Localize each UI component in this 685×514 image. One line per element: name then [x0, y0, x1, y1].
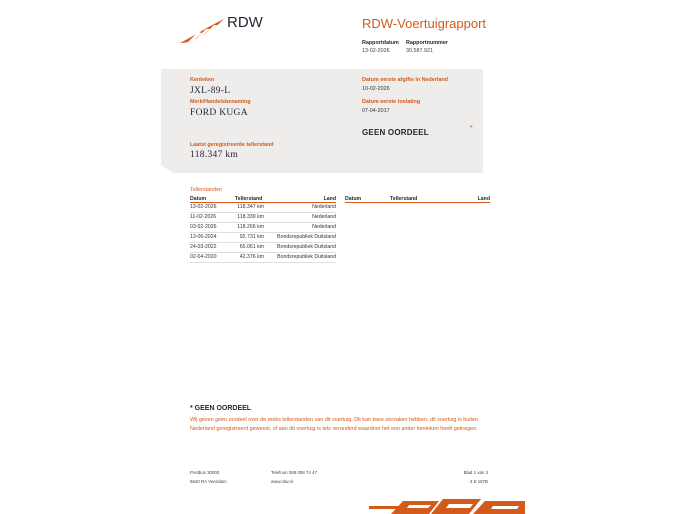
rapportnummer-value: 30.587.921	[406, 48, 433, 54]
note-title: * GEEN OORDEEL	[190, 405, 252, 412]
decorative-stripes	[369, 497, 525, 514]
rdw-logo	[178, 17, 226, 45]
table-header	[345, 195, 490, 203]
col-datum: Datum	[345, 196, 362, 202]
afgifte-label: Datum eerste afgifte in Nederland	[362, 77, 448, 83]
row-tellerstand: 118.266 km	[237, 224, 264, 230]
row-datum: 02-04-2020	[190, 254, 217, 260]
col-tellerstand: Tellerstand	[390, 196, 418, 202]
row-land: Bondsrepubliek Duitsland	[277, 244, 336, 250]
row-datum: 24-03-2022	[190, 244, 217, 250]
row-tellerstand: 42.376 km	[239, 254, 264, 260]
merk-label: Merk/Handelsbenaming	[190, 99, 251, 105]
table-row	[190, 213, 336, 223]
row-datum: 13-06-2024	[190, 234, 217, 240]
col-datum: Datum	[190, 196, 207, 202]
row-datum: 03-02-2026	[190, 224, 217, 230]
table-row	[190, 243, 336, 253]
afgifte-value: 10-02-2026	[362, 86, 390, 92]
tellerstanden-table-left	[190, 195, 336, 263]
footer-address	[190, 468, 227, 486]
tellerstanden-title: Tellerstanden	[190, 187, 223, 193]
footer-page: Blad 1 van 3	[463, 470, 488, 475]
row-datum: 11-02-2026	[190, 214, 217, 220]
row-land: Bondsrepubliek Duitsland	[277, 234, 336, 240]
col-land: Land	[477, 196, 490, 202]
col-land: Land	[323, 196, 336, 202]
report-title: RDW-Voertuigrapport	[362, 16, 487, 31]
rapportdatum-value: 13-02-2026	[362, 48, 390, 54]
footer-city: 9640 RA Veendam	[190, 479, 227, 484]
footer-web[interactable]: www.rdw.nl	[271, 479, 293, 484]
row-land: Nederland	[312, 214, 336, 220]
footer-postbus: Postbus 30000	[190, 470, 220, 475]
tellerstand-value: 118.347 km	[190, 150, 239, 160]
table-header	[190, 195, 336, 203]
row-tellerstand: 118.339 km	[237, 214, 264, 220]
row-tellerstand: 92.731 km	[239, 234, 264, 240]
tellerstanden-table-right	[345, 195, 490, 203]
toelating-label: Datum eerste toelating	[362, 99, 421, 105]
rapportdatum-label: Rapportdatum	[362, 40, 399, 46]
rapportnummer	[406, 39, 448, 55]
row-land: Nederland	[312, 204, 336, 210]
tellerstand-label: Laatst geregistreerde tellerstand	[190, 142, 274, 148]
table-row	[190, 223, 336, 233]
row-land: Nederland	[312, 224, 336, 230]
rapportdatum	[362, 39, 399, 55]
kenteken-value: JXL-89-L	[190, 86, 231, 96]
verdict: GEEN OORDEEL	[362, 128, 429, 137]
footer-code: 3 E 197B	[469, 479, 488, 484]
row-tellerstand: 65.061 km	[239, 244, 264, 250]
row-land: Bondsrepubliek Duitsland	[277, 254, 336, 260]
footer-telefoon: Telefoon 088 008 74 47	[271, 470, 317, 475]
table-row	[190, 203, 336, 213]
footer-contact	[271, 468, 317, 486]
col-tellerstand: Tellerstand	[235, 196, 263, 202]
row-tellerstand: 118.347 km	[237, 204, 264, 210]
merk-value: FORD KUGA	[190, 108, 248, 118]
rapportnummer-label: Rapportnummer	[406, 40, 448, 46]
table-row	[190, 253, 336, 263]
note-text: Wij geven geen oordeel over de reeks tellerstanden van dit voertuig. Dit kan twee oorzaken hebben: dit voertuig is buiten Nederland geregistreerd geweest, of aan dit voertuig is iets veranderd waardoor het een ander kenteken heeft gekregen.	[190, 417, 478, 432]
table-row	[190, 233, 336, 243]
toelating-value: 07-04-2017	[362, 108, 390, 114]
kenteken-label: Kenteken	[190, 77, 215, 83]
verdict-star: *	[470, 125, 473, 132]
footer-page-info	[430, 468, 488, 486]
brand-name: RDW	[227, 14, 263, 31]
row-datum: 13-02-2026	[190, 204, 217, 210]
